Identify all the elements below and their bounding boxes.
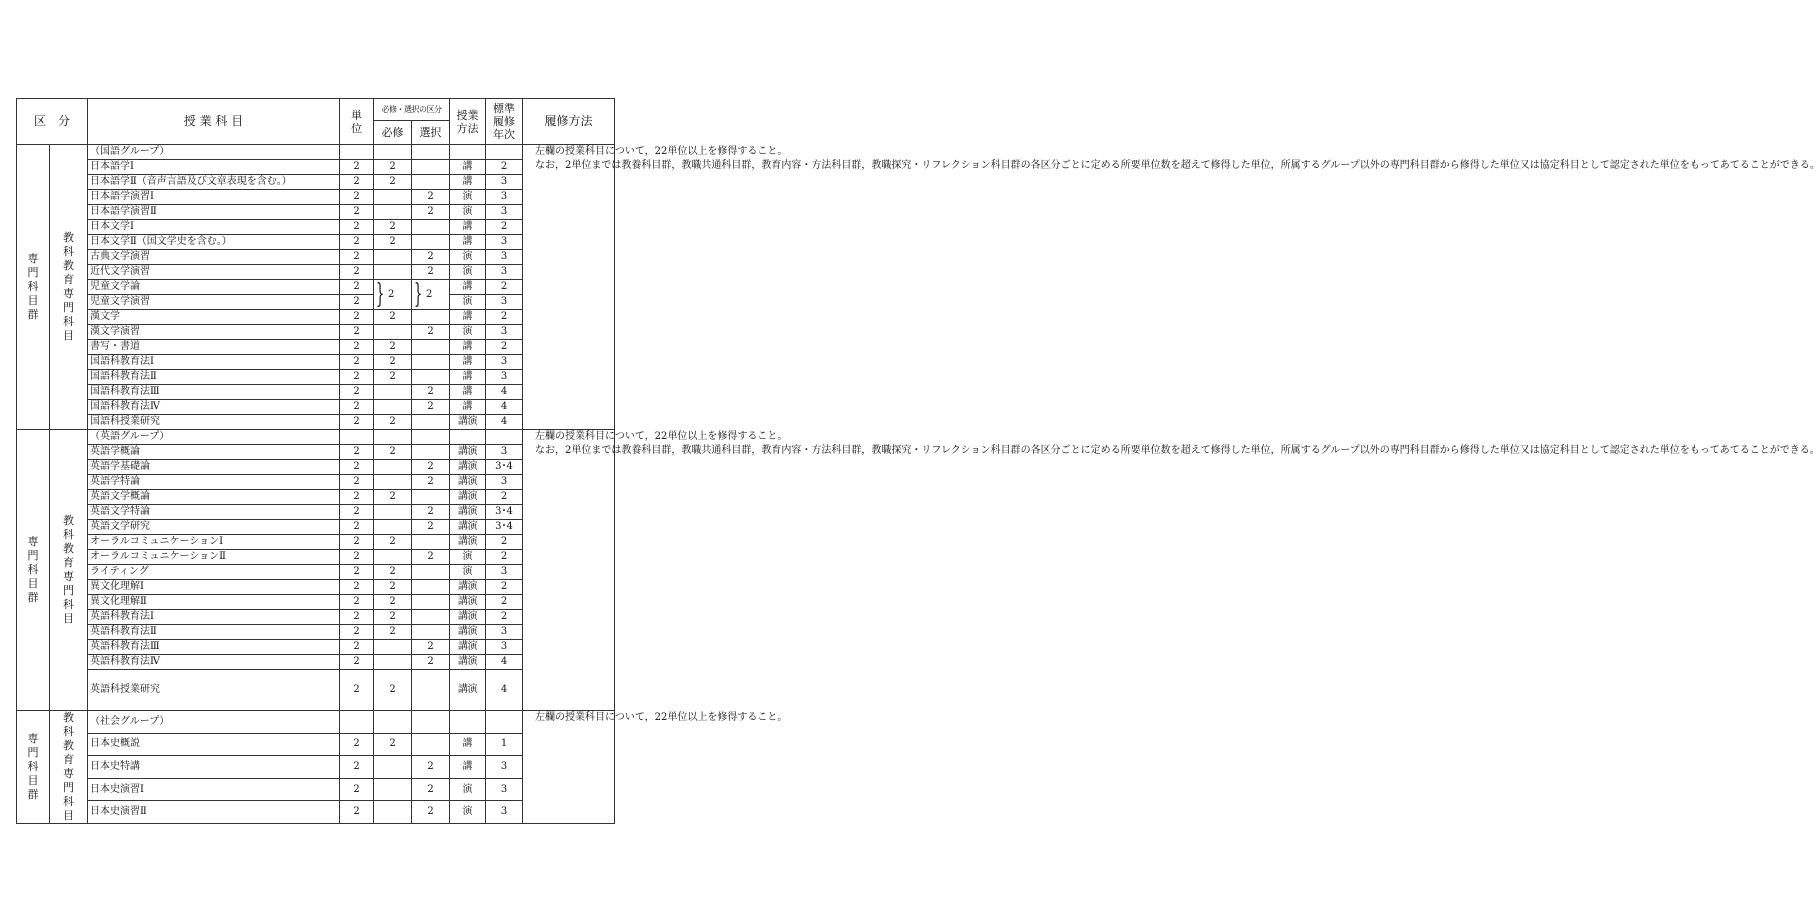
year-cell: 2 [486, 220, 523, 235]
credits-cell: 2 [340, 190, 374, 205]
subject-cell: 児童文学演習 [88, 295, 340, 310]
elective-cell: 2 [412, 655, 450, 670]
credits-cell: 2 [340, 801, 374, 824]
year-cell: 4 [486, 655, 523, 670]
credits-cell: 2 [340, 295, 374, 310]
header-credits: 単位 [340, 99, 374, 145]
credits-cell: 2 [340, 355, 374, 370]
empty-cell [374, 430, 412, 445]
year-cell: 3 [486, 445, 523, 460]
year-cell: 3 [486, 801, 523, 824]
header-required-elective: 必修・選択の区分 [374, 99, 450, 121]
elective-cell: 2 [412, 801, 450, 824]
credits-cell: 2 [340, 445, 374, 460]
category-label: 専門科目群 [27, 252, 39, 321]
required-cell: 2 [374, 310, 412, 325]
note-paragraph: なお，2単位までは教養科目群，教職共通科目群，教育内容・方法科目群，教職探究・リフレクション科目群の各区分ごとに定める所要単位数を超えて修得した単位，所属するグループ以外の専門科目群から修得した単位又は協定科目として認定された単位をもってあてることができる。 [535, 445, 1820, 456]
note-paragraph: なお，2単位までは教養科目群，教職共通科目群，教育内容・方法科目群，教職探究・リフレクション科目群の各区分ごとに定める所要単位数を超えて修得した単位，所属するグループ以外の専門科目群から修得した単位又は協定科目として認定された単位をもってあてることができる。 [535, 160, 1820, 171]
note-paragraph: 左欄の授業科目について，22単位以上を修得すること。 [535, 146, 788, 157]
method-cell: 講演 [450, 595, 486, 610]
subject-cell: 英語学基礎論 [88, 460, 340, 475]
year-cell: 4 [486, 400, 523, 415]
year-cell: 4 [486, 415, 523, 430]
elective-cell [412, 610, 450, 625]
empty-cell [486, 711, 523, 734]
subject-cell: 日本語学Ⅰ [88, 160, 340, 175]
method-cell: 演 [450, 550, 486, 565]
empty-cell [374, 145, 412, 160]
elective-cell [412, 175, 450, 190]
elective-cell: 2 [412, 190, 450, 205]
method-cell: 講演 [450, 670, 486, 711]
elective-brace-cell [412, 280, 450, 310]
group-label: （国語グループ） [88, 145, 340, 160]
year-cell: 2 [486, 580, 523, 595]
year-cell: 3 [486, 565, 523, 580]
method-cell: 演 [450, 565, 486, 580]
category-label: 専門科目群 [27, 535, 39, 604]
method-cell: 演 [450, 778, 486, 801]
subcategory-cell [50, 145, 88, 430]
method-cell: 講演 [450, 580, 486, 595]
required-cell [374, 550, 412, 565]
empty-cell [486, 430, 523, 445]
elective-cell [412, 625, 450, 640]
subject-cell: 異文化理解Ⅱ [88, 595, 340, 610]
empty-cell [450, 711, 486, 734]
method-cell: 講 [450, 160, 486, 175]
elective-cell: 2 [412, 385, 450, 400]
elective-cell: 2 [412, 460, 450, 475]
method-cell: 講演 [450, 625, 486, 640]
required-brace-cell [374, 280, 412, 310]
subject-cell: 日本史演習Ⅰ [88, 778, 340, 801]
elective-cell: 2 [412, 778, 450, 801]
required-cell: 2 [374, 445, 412, 460]
year-cell: 1 [486, 733, 523, 756]
elective-cell [412, 220, 450, 235]
year-cell: 4 [486, 385, 523, 400]
required-cell [374, 205, 412, 220]
empty-cell [340, 145, 374, 160]
method-cell: 講演 [450, 475, 486, 490]
year-cell: 3･4 [486, 505, 523, 520]
header-category: 区 分 [17, 99, 88, 145]
required-cell [374, 385, 412, 400]
year-cell: 2 [486, 340, 523, 355]
year-cell: 2 [486, 610, 523, 625]
subject-cell: 英語文学概論 [88, 490, 340, 505]
brace-value: 2 [426, 288, 433, 300]
required-cell: 2 [374, 625, 412, 640]
year-cell: 3 [486, 640, 523, 655]
credits-cell: 2 [340, 340, 374, 355]
credits-cell: 2 [340, 610, 374, 625]
elective-cell [412, 733, 450, 756]
subject-cell: 書写・書道 [88, 340, 340, 355]
subject-cell: 英語文学研究 [88, 520, 340, 535]
subject-cell: 日本史特講 [88, 756, 340, 779]
required-cell [374, 801, 412, 824]
note-paragraph: 左欄の授業科目について，22単位以上を修得すること。 [535, 712, 788, 723]
year-cell: 2 [486, 535, 523, 550]
subject-cell: 近代文学演習 [88, 265, 340, 280]
elective-cell: 2 [412, 640, 450, 655]
required-cell [374, 778, 412, 801]
group-label: （社会グループ） [88, 711, 340, 734]
elective-cell: 2 [412, 475, 450, 490]
subject-cell: 英語学概論 [88, 445, 340, 460]
elective-cell [412, 670, 450, 711]
required-cell [374, 325, 412, 340]
completion-note [523, 711, 788, 824]
empty-cell [374, 711, 412, 734]
method-cell: 講 [450, 756, 486, 779]
method-cell: 講演 [450, 445, 486, 460]
elective-cell [412, 490, 450, 505]
table-body [17, 145, 1820, 824]
year-cell: 3 [486, 475, 523, 490]
credits-cell: 2 [340, 565, 374, 580]
subject-cell: 国語科教育法Ⅰ [88, 355, 340, 370]
method-cell: 講演 [450, 640, 486, 655]
credits-cell: 2 [340, 280, 374, 295]
subject-cell: ライティング [88, 565, 340, 580]
year-cell: 4 [486, 670, 523, 711]
subject-cell: 日本語学演習Ⅱ [88, 205, 340, 220]
method-cell: 講 [450, 280, 486, 295]
brace-icon: } [376, 278, 385, 311]
year-cell: 2 [486, 310, 523, 325]
method-cell: 講 [450, 355, 486, 370]
subject-cell: 日本文学Ⅱ（国文学史を含む。） [88, 235, 340, 250]
year-cell: 3 [486, 370, 523, 385]
subject-cell: 漢文学演習 [88, 325, 340, 340]
subject-cell: 日本史演習Ⅱ [88, 801, 340, 824]
subject-cell: 日本文学Ⅰ [88, 220, 340, 235]
elective-cell [412, 310, 450, 325]
credits-cell: 2 [340, 385, 374, 400]
subject-cell: 国語科教育法Ⅳ [88, 400, 340, 415]
required-cell [374, 655, 412, 670]
subject-cell: 英語科教育法Ⅰ [88, 610, 340, 625]
method-cell: 講演 [450, 520, 486, 535]
required-cell [374, 250, 412, 265]
subject-cell: 英語科教育法Ⅱ [88, 625, 340, 640]
credits-cell: 2 [340, 325, 374, 340]
subcategory-cell [50, 711, 88, 824]
empty-cell [450, 145, 486, 160]
required-cell [374, 505, 412, 520]
elective-cell [412, 595, 450, 610]
year-cell: 3 [486, 250, 523, 265]
required-cell: 2 [374, 355, 412, 370]
category-label: 専門科目群 [27, 732, 39, 801]
required-cell [374, 460, 412, 475]
credits-cell: 2 [340, 175, 374, 190]
method-cell: 講 [450, 310, 486, 325]
required-cell: 2 [374, 415, 412, 430]
header-subject: 授 業 科 目 [88, 99, 340, 145]
required-cell: 2 [374, 235, 412, 250]
credits-cell: 2 [340, 160, 374, 175]
group-header-row [17, 430, 615, 445]
header-method: 授業方法 [450, 99, 486, 145]
method-cell: 講 [450, 400, 486, 415]
subcategory-cell [50, 430, 88, 711]
required-cell: 2 [374, 580, 412, 595]
elective-cell [412, 415, 450, 430]
subject-cell: 英語科教育法Ⅲ [88, 640, 340, 655]
method-cell: 講演 [450, 460, 486, 475]
elective-cell: 2 [412, 250, 450, 265]
empty-cell [340, 711, 374, 734]
required-cell [374, 520, 412, 535]
group-header-row [17, 145, 615, 160]
group-label: （英語グループ） [88, 430, 340, 445]
credits-cell: 2 [340, 220, 374, 235]
year-cell: 2 [486, 490, 523, 505]
subject-cell: 日本史概説 [88, 733, 340, 756]
subject-cell: 日本語学演習Ⅰ [88, 190, 340, 205]
required-cell [374, 475, 412, 490]
elective-cell [412, 565, 450, 580]
credits-cell: 2 [340, 595, 374, 610]
method-cell: 講演 [450, 490, 486, 505]
header-standard-year: 標準履修年次 [486, 99, 523, 145]
empty-cell [412, 430, 450, 445]
method-cell: 講 [450, 370, 486, 385]
method-cell: 演 [450, 801, 486, 824]
method-cell: 講 [450, 175, 486, 190]
credits-cell: 2 [340, 733, 374, 756]
subcategory-label: 教科教育専門科目 [63, 231, 74, 342]
required-cell: 2 [374, 610, 412, 625]
credits-cell: 2 [340, 310, 374, 325]
method-cell: 演 [450, 205, 486, 220]
credits-cell: 2 [340, 670, 374, 711]
required-cell: 2 [374, 490, 412, 505]
subject-cell: 英語文学特論 [88, 505, 340, 520]
required-cell [374, 265, 412, 280]
credits-cell: 2 [340, 370, 374, 385]
empty-cell [340, 430, 374, 445]
subject-cell: 英語科教育法Ⅳ [88, 655, 340, 670]
credits-cell: 2 [340, 655, 374, 670]
empty-cell [450, 430, 486, 445]
subject-cell: オーラルコミュニケーションⅡ [88, 550, 340, 565]
method-cell: 講演 [450, 505, 486, 520]
elective-cell [412, 445, 450, 460]
year-cell: 2 [486, 280, 523, 295]
year-cell: 3 [486, 295, 523, 310]
credits-cell: 2 [340, 265, 374, 280]
method-cell: 講 [450, 733, 486, 756]
method-cell: 講 [450, 385, 486, 400]
method-cell: 講演 [450, 415, 486, 430]
required-cell: 2 [374, 733, 412, 756]
category-cell [17, 711, 50, 824]
brace-value: 2 [388, 288, 395, 300]
credits-cell: 2 [340, 640, 374, 655]
completion-note [523, 145, 1820, 430]
subject-cell: 国語科授業研究 [88, 415, 340, 430]
required-cell [374, 190, 412, 205]
credits-cell: 2 [340, 235, 374, 250]
empty-cell [486, 145, 523, 160]
subcategory-label: 教科教育専門科目 [63, 711, 74, 822]
method-cell: 講演 [450, 535, 486, 550]
credits-cell: 2 [340, 400, 374, 415]
elective-cell [412, 355, 450, 370]
subject-cell: 国語科教育法Ⅲ [88, 385, 340, 400]
year-cell: 3 [486, 190, 523, 205]
method-cell: 講演 [450, 655, 486, 670]
group-header-row [17, 711, 615, 734]
year-cell: 3 [486, 205, 523, 220]
required-cell [374, 400, 412, 415]
year-cell: 2 [486, 550, 523, 565]
subject-cell: 国語科教育法Ⅱ [88, 370, 340, 385]
year-cell: 3 [486, 355, 523, 370]
credits-cell: 2 [340, 475, 374, 490]
elective-cell: 2 [412, 325, 450, 340]
credits-cell: 2 [340, 205, 374, 220]
elective-cell: 2 [412, 756, 450, 779]
year-cell: 2 [486, 160, 523, 175]
year-cell: 3 [486, 325, 523, 340]
method-cell: 講演 [450, 610, 486, 625]
credits-cell: 2 [340, 520, 374, 535]
year-cell: 3 [486, 625, 523, 640]
required-cell: 2 [374, 370, 412, 385]
elective-cell: 2 [412, 520, 450, 535]
credits-cell: 2 [340, 490, 374, 505]
required-cell: 2 [374, 175, 412, 190]
curriculum-table [16, 98, 1820, 824]
empty-cell [412, 711, 450, 734]
credits-cell: 2 [340, 505, 374, 520]
year-cell: 3･4 [486, 520, 523, 535]
elective-cell [412, 370, 450, 385]
subject-cell: 英語科授業研究 [88, 670, 340, 711]
year-cell: 3 [486, 235, 523, 250]
year-cell: 3 [486, 265, 523, 280]
header-required: 必修 [374, 121, 412, 145]
header-completion-method: 履修方法 [523, 99, 615, 145]
elective-cell: 2 [412, 205, 450, 220]
required-cell: 2 [374, 160, 412, 175]
method-cell: 講 [450, 340, 486, 355]
elective-cell [412, 580, 450, 595]
method-cell: 演 [450, 190, 486, 205]
elective-cell [412, 235, 450, 250]
credits-cell: 2 [340, 756, 374, 779]
subject-cell: 異文化理解Ⅰ [88, 580, 340, 595]
required-cell: 2 [374, 595, 412, 610]
subject-cell: 古典文学演習 [88, 250, 340, 265]
credits-cell: 2 [340, 250, 374, 265]
method-cell: 講 [450, 220, 486, 235]
subject-cell: オーラルコミュニケーションⅠ [88, 535, 340, 550]
year-cell: 3･4 [486, 460, 523, 475]
year-cell: 2 [486, 595, 523, 610]
required-cell: 2 [374, 670, 412, 711]
method-cell: 演 [450, 265, 486, 280]
category-cell [17, 430, 50, 711]
required-cell: 2 [374, 220, 412, 235]
empty-cell [412, 145, 450, 160]
year-cell: 3 [486, 756, 523, 779]
credits-cell: 2 [340, 535, 374, 550]
subject-cell: 児童文学論 [88, 280, 340, 295]
subject-cell: 英語学特論 [88, 475, 340, 490]
required-cell [374, 756, 412, 779]
required-cell: 2 [374, 535, 412, 550]
credits-cell: 2 [340, 625, 374, 640]
elective-cell [412, 535, 450, 550]
elective-cell: 2 [412, 265, 450, 280]
method-cell: 演 [450, 295, 486, 310]
subject-cell: 日本語学Ⅱ（音声言語及び文章表現を含む。） [88, 175, 340, 190]
elective-cell [412, 160, 450, 175]
brace-icon: } [414, 278, 423, 311]
required-cell [374, 640, 412, 655]
credits-cell: 2 [340, 460, 374, 475]
credits-cell: 2 [340, 550, 374, 565]
elective-cell: 2 [412, 400, 450, 415]
completion-note [523, 430, 1820, 711]
subject-cell: 漢文学 [88, 310, 340, 325]
credits-cell: 2 [340, 778, 374, 801]
required-cell: 2 [374, 340, 412, 355]
note-paragraph: 左欄の授業科目について，22単位以上を修得すること。 [535, 431, 788, 442]
category-cell [17, 145, 50, 430]
year-cell: 3 [486, 175, 523, 190]
elective-cell: 2 [412, 505, 450, 520]
elective-cell: 2 [412, 550, 450, 565]
credits-cell: 2 [340, 415, 374, 430]
year-cell: 3 [486, 778, 523, 801]
required-cell: 2 [374, 565, 412, 580]
method-cell: 演 [450, 250, 486, 265]
method-cell: 演 [450, 325, 486, 340]
header-elective: 選択 [412, 121, 450, 145]
credits-cell: 2 [340, 580, 374, 595]
method-cell: 講 [450, 235, 486, 250]
elective-cell [412, 340, 450, 355]
subcategory-label: 教科教育専門科目 [63, 514, 74, 625]
